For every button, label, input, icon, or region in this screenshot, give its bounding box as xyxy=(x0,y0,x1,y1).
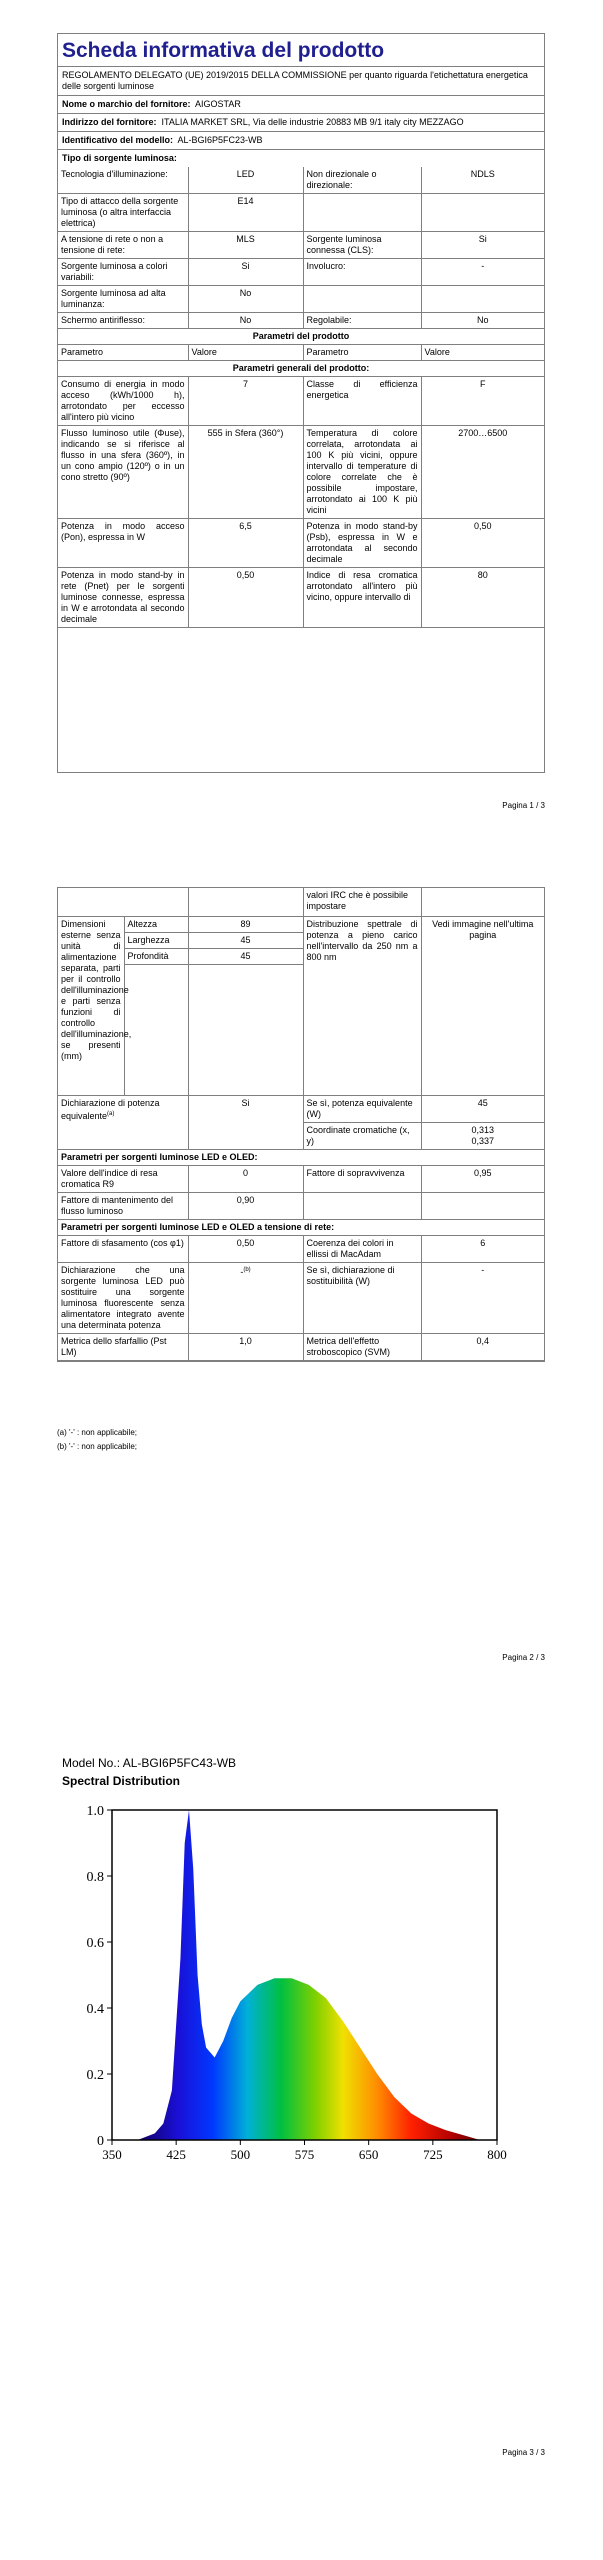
general-value: No xyxy=(421,313,544,329)
page-number: Pagina 3 / 3 xyxy=(502,2448,545,2457)
column-header: Parametro xyxy=(58,345,188,361)
address-label: Indirizzo del fornitore: xyxy=(62,117,157,127)
flicker-label: Metrica dello sfarfallio (Pst LM) xyxy=(58,1334,188,1361)
general-value: NDLS xyxy=(421,167,544,194)
general-row xyxy=(58,313,544,329)
general-row xyxy=(58,167,544,194)
x-tick-label: 425 xyxy=(166,2147,186,2162)
model-id-label: Identificativo del modello: xyxy=(62,135,174,145)
dim-value: 45 xyxy=(188,949,303,965)
param-label: Classe di efficienza energetica xyxy=(303,377,421,426)
y-tick-label: 0.6 xyxy=(86,1936,104,1951)
r9-value: 0 xyxy=(188,1166,303,1193)
x-tick-label: 500 xyxy=(230,2147,251,2162)
param-value: F xyxy=(421,377,544,426)
equiv-label: Dichiarazione di potenza equivalente$^{(a)}$ xyxy=(58,1096,188,1150)
y-tick-label: 0.8 xyxy=(86,1870,104,1885)
param-label: Consumo di energia in modo acceso (kWh/1000 h), arrotondato per eccesso all'intero più vicino xyxy=(58,377,188,426)
chart-title: Spectral Distribution xyxy=(62,1774,181,1788)
dimensions-label: Dimensioni esterne senza unità di alimentazione separata, parti per il controllo dell'illuminazione e parti senza funzioni di controllo dell'illuminazione, se presenti (mm) xyxy=(58,917,124,1096)
general-label: Sorgente luminosa a colori variabili: xyxy=(58,259,188,286)
footnote-a: (a) '-' : non applicabile; xyxy=(57,1428,137,1437)
page-1 xyxy=(0,0,603,850)
stroboscopic-value: 0,4 xyxy=(421,1334,544,1361)
cri-continued: valori IRC che è possibile impostare xyxy=(303,888,421,917)
general-label xyxy=(303,194,421,232)
model-id-row xyxy=(58,132,544,150)
general-value: Si xyxy=(188,259,303,286)
table-row xyxy=(58,1334,544,1361)
y-tick-label: 1.0 xyxy=(86,1804,104,1819)
table-row xyxy=(58,426,544,519)
x-tick-label: 650 xyxy=(358,2147,379,2162)
column-header: Valore xyxy=(188,345,303,361)
y-tick-label: 0.2 xyxy=(86,2068,104,2083)
general-label: Involucro: xyxy=(303,259,421,286)
general-label: Sorgente luminosa ad alta luminanza: xyxy=(58,286,188,313)
x-tick-label: 725 xyxy=(423,2147,443,2162)
dim-value: 89 xyxy=(188,917,303,933)
general-row xyxy=(58,194,544,232)
x-tick-label: 800 xyxy=(487,2147,507,2162)
power-factor-value: 0,50 xyxy=(188,1236,303,1263)
section-row xyxy=(58,1220,544,1236)
macadam-value: 6 xyxy=(421,1236,544,1263)
column-header: Parametro xyxy=(303,345,421,361)
survival-label: Fattore di sopravvivenza xyxy=(303,1166,421,1193)
param-value: 555 in Sfera (360°) xyxy=(188,426,303,519)
general-label: Schermo antiriflesso: xyxy=(58,313,188,329)
param-value: 6,5 xyxy=(188,519,303,568)
param-label: Potenza in modo stand-by (Psb), espressa in W e arrotondata al secondo decimale xyxy=(303,519,421,568)
spectral-value: Vedi immagine nell'ultima pagina xyxy=(421,917,544,1096)
column-header-row xyxy=(58,345,544,361)
led-section-header: Parametri per sorgenti luminose LED e OLED: xyxy=(58,1150,544,1166)
table-row xyxy=(58,917,544,933)
table-row xyxy=(58,568,544,628)
section-row xyxy=(58,1150,544,1166)
survival-value: 0,95 xyxy=(421,1166,544,1193)
general-value: No xyxy=(188,313,303,329)
general-value: Si xyxy=(421,232,544,259)
footnote-b: (b) '-' : non applicabile; xyxy=(57,1442,137,1451)
general-value xyxy=(421,194,544,232)
param-value: 0,50 xyxy=(188,568,303,628)
table-row xyxy=(58,1096,544,1123)
param-value: 80 xyxy=(421,568,544,628)
general-label: Tipo di attacco della sorgente luminosa (o altra interfaccia elettrica) xyxy=(58,194,188,232)
equiv-watt-value: 45 xyxy=(421,1096,544,1123)
x-tick-label: 350 xyxy=(102,2147,122,2162)
regulation-text: REGOLAMENTO DELEGATO (UE) 2019/2015 DELLA COMMISSIONE per quanto riguarda l'etichettatura energetica delle sorgenti luminose xyxy=(58,67,544,96)
table-row xyxy=(58,1236,544,1263)
stroboscopic-label: Metrica dell'effetto stroboscopico (SVM) xyxy=(303,1334,421,1361)
table-row xyxy=(58,1193,544,1220)
param-label: Indice di resa cromatica arrotondato all'intero più vicino, oppure intervallo di xyxy=(303,568,421,628)
page-3 xyxy=(0,1700,603,2560)
chroma-value: 0,313 0,337 xyxy=(421,1123,544,1150)
general-params-header: Parametri generali del prodotto: xyxy=(58,361,544,377)
param-label: Potenza in modo stand-by in rete (Pnet) per le sorgenti luminose connesse, espressa in W e arrotondata al secondo decimale xyxy=(58,568,188,628)
general-row xyxy=(58,286,544,313)
page-number: Pagina 2 / 3 xyxy=(502,1653,545,1662)
supplier-label: Nome o marchio del fornitore: xyxy=(62,99,191,109)
supplier-row xyxy=(58,96,544,114)
spectral-distribution-chart xyxy=(60,1790,520,2170)
equiv-watt-label: Se sì, potenza equivalente (W) xyxy=(303,1096,421,1123)
source-type-row xyxy=(58,150,544,167)
general-label xyxy=(303,286,421,313)
lumen-maint-value: 0,90 xyxy=(188,1193,303,1220)
param-label: Potenza in modo acceso (Pon), espressa in W xyxy=(58,519,188,568)
lumen-maint-label: Fattore di mantenimento del flusso luminoso xyxy=(58,1193,188,1220)
x-tick-label: 575 xyxy=(294,2147,315,2162)
replacement-label: Dichiarazione che una sorgente luminosa LED può sostituire una sorgente luminosa fluorescente senza alimentatore integrato avente una determinata potenza xyxy=(58,1263,188,1334)
general-row xyxy=(58,232,544,259)
supplier-value: AIGOSTAR xyxy=(195,99,241,109)
page-title: Scheda informativa del prodotto xyxy=(58,34,544,67)
general-value: - xyxy=(421,259,544,286)
product-sheet-page-1 xyxy=(57,33,545,773)
general-value xyxy=(421,286,544,313)
model-id-value: AL-BGI6P5FC23-WB xyxy=(177,135,263,145)
address-row xyxy=(58,114,544,132)
chart-model-number: Model No.: AL-BGI6P5FC43-WB xyxy=(62,1756,237,1770)
table-row xyxy=(58,1263,544,1334)
general-row xyxy=(58,259,544,286)
y-tick-label: 0.4 xyxy=(86,2002,104,2017)
general-label: Tecnologia d'illuminazione: xyxy=(58,167,188,194)
general-value: E14 xyxy=(188,194,303,232)
dim-key: Altezza xyxy=(124,917,188,933)
r9-label: Valore dell'indice di resa cromatica R9 xyxy=(58,1166,188,1193)
mains-section-header: Parametri per sorgenti luminose LED e OLED a tensione di rete: xyxy=(58,1220,544,1236)
general-label: A tensione di rete o non a tensione di rete: xyxy=(58,232,188,259)
product-params-header: Parametri del prodotto xyxy=(58,329,544,345)
param-label: Temperatura di colore correlata, arrotondata ai 100 K più vicini, oppure intervallo di temperature di colore correlate che è possibile impostare, arrotondato ai 100 K più vicini xyxy=(303,426,421,519)
spectrum-area xyxy=(138,1810,480,2140)
dim-key: Profondità xyxy=(124,949,188,965)
param-label: Flusso luminoso utile (Φuse), indicando se si riferisce al flusso in una sfera (360º), in un cono ampio (120º) o in un cono stretto (90º) xyxy=(58,426,188,519)
table-row xyxy=(58,1166,544,1193)
replace-watt-value: - xyxy=(421,1263,544,1334)
source-type-label: Tipo di sorgente luminosa: xyxy=(62,153,177,163)
params-table-continued xyxy=(58,888,544,1361)
general-table xyxy=(58,167,544,628)
y-tick-label: 0 xyxy=(97,2134,104,2149)
section-row xyxy=(58,361,544,377)
param-value: 0,50 xyxy=(421,519,544,568)
table-row xyxy=(58,888,544,917)
chroma-label: Coordinate cromatiche (x, y) xyxy=(303,1123,421,1150)
param-value: 7 xyxy=(188,377,303,426)
replace-watt-label: Se sì, dichiarazione di sostituibilità (W) xyxy=(303,1263,421,1334)
general-value: MLS xyxy=(188,232,303,259)
table-row xyxy=(58,519,544,568)
general-value: LED xyxy=(188,167,303,194)
macadam-label: Coerenza dei colori in ellissi di MacAdam xyxy=(303,1236,421,1263)
general-label: Sorgente luminosa connessa (CLS): xyxy=(303,232,421,259)
dim-key: Larghezza xyxy=(124,933,188,949)
replacement-value: -$^{(b)}$ xyxy=(188,1263,303,1334)
footnotes xyxy=(57,1423,137,1454)
page-number: Pagina 1 / 3 xyxy=(502,801,545,810)
product-sheet-page-2 xyxy=(57,887,545,1362)
general-label: Non direzionale o direzionale: xyxy=(303,167,421,194)
section-row xyxy=(58,329,544,345)
dim-value: 45 xyxy=(188,933,303,949)
page-2 xyxy=(0,850,603,1700)
flicker-value: 1,0 xyxy=(188,1334,303,1361)
address-value: ITALIA MARKET SRL, Via delle industrie 20883 MB 9/1 italy city MEZZAGO xyxy=(161,117,464,127)
equiv-value: Si xyxy=(188,1096,303,1150)
table-row xyxy=(58,377,544,426)
column-header: Valore xyxy=(421,345,544,361)
power-factor-label: Fattore di sfasamento (cos φ1) xyxy=(58,1236,188,1263)
general-value: No xyxy=(188,286,303,313)
spectral-label: Distribuzione spettrale di potenza a pieno carico nell'intervallo da 250 nm a 800 nm xyxy=(303,917,421,1096)
param-value: 2700…6500 xyxy=(421,426,544,519)
general-label: Regolabile: xyxy=(303,313,421,329)
